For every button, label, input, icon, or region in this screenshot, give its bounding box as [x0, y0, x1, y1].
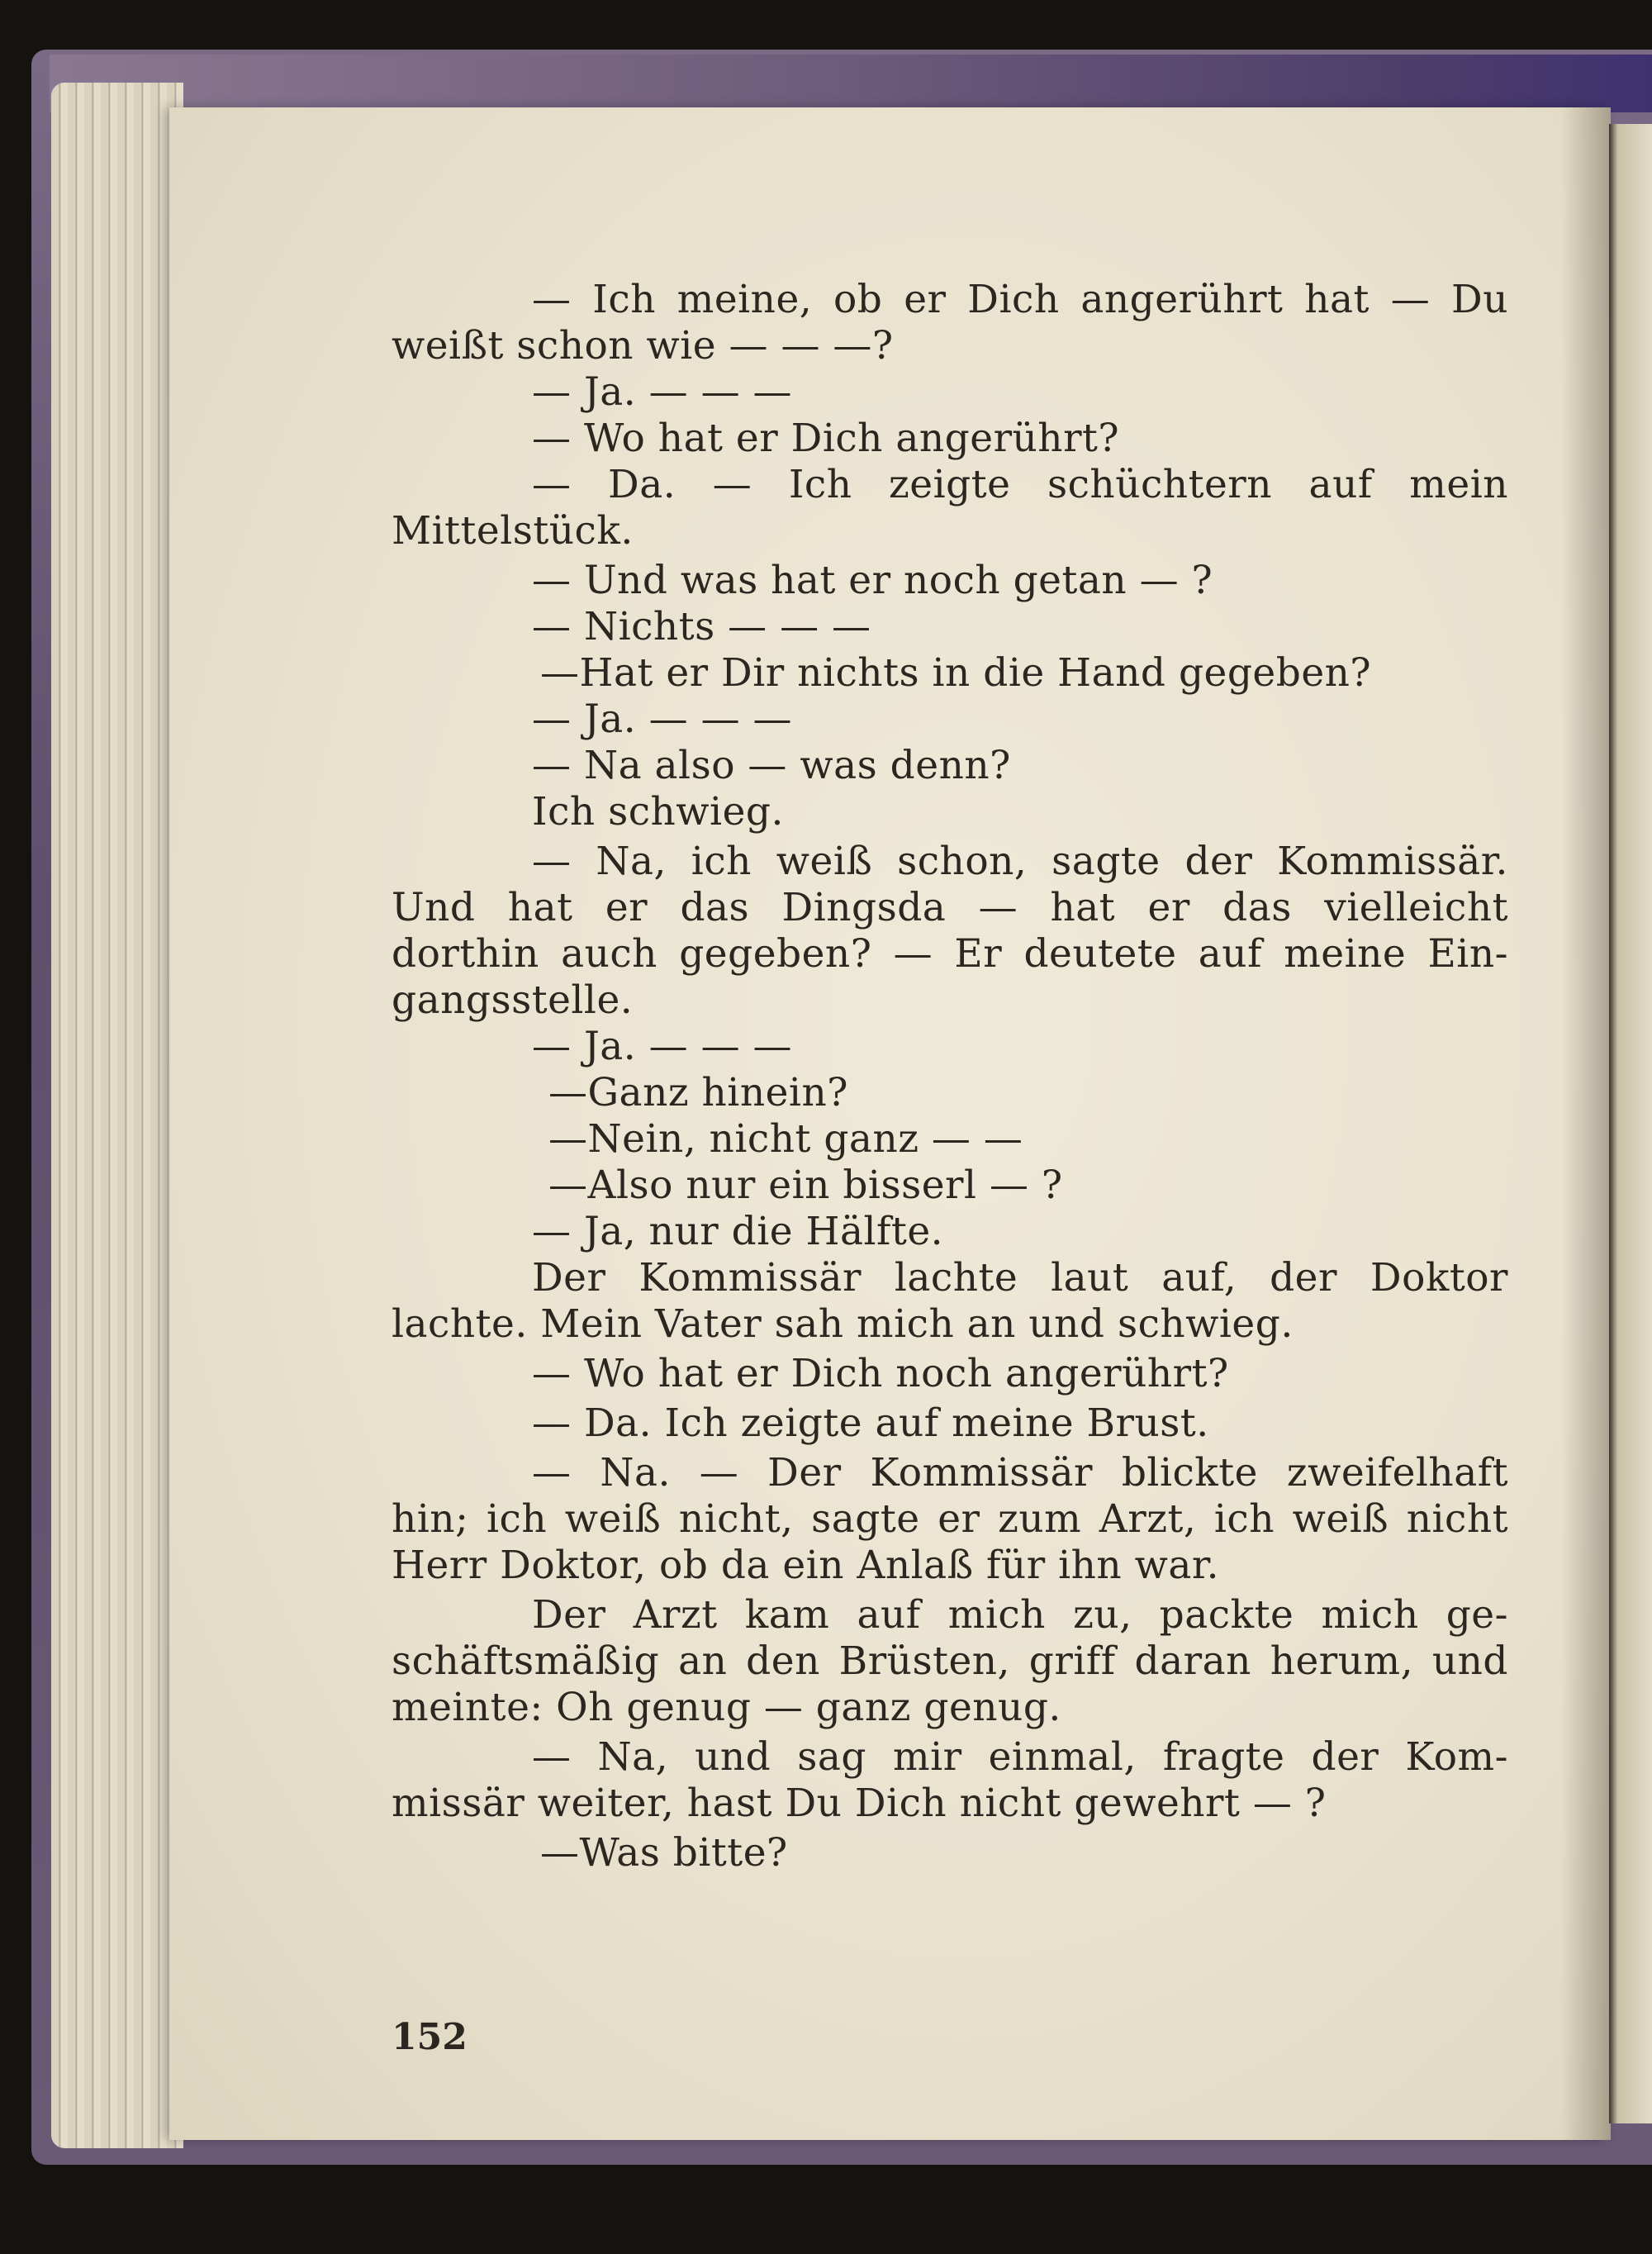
text-line: hin; ich weiß nicht, sagte er zum Arzt, ich weiß nicht	[392, 1496, 1508, 1542]
page-text	[392, 277, 1508, 1876]
text-line: — Ja. — — —	[532, 369, 793, 415]
page-number: 152	[392, 2016, 468, 2058]
cover-edge	[50, 55, 1652, 112]
text-line: — Ja. — — —	[532, 1024, 793, 1069]
text-line: schäftsmäßig an den Brüsten, griff daran herum, und	[392, 1638, 1508, 1684]
text-line: — Wo hat er Dich noch angerührt?	[532, 1351, 1229, 1396]
text-line: — Na also — was denn?	[532, 743, 1011, 788]
text-line: — Na, und sag mir einmal, fragte der Kom-	[532, 1734, 1508, 1780]
text-line: Ich schwieg.	[532, 789, 784, 835]
text-line: — Da. Ich zeigte auf meine Brust.	[532, 1400, 1209, 1446]
text-line: — Na, ich weiß schon, sagte der Kommissär.	[532, 839, 1508, 884]
text-line: — Na. — Der Kommissär blickte zweifelhaft	[532, 1450, 1508, 1496]
text-line: Und hat er das Dingsda — hat er das vielleicht	[392, 885, 1508, 930]
text-line: weißt schon wie — — —?	[392, 323, 894, 369]
text-line: — Nichts — — —	[532, 604, 871, 649]
page-edges	[51, 83, 183, 2148]
text-line: lachte. Mein Vater sah mich an und schwieg.	[392, 1301, 1294, 1347]
text-line: —Hat er Dir nichts in die Hand gegeben?	[540, 650, 1372, 696]
text-line: — Ich meine, ob er Dich angerührt hat — Du	[532, 277, 1508, 322]
text-line: — Und was hat er noch getan — ?	[532, 558, 1213, 603]
text-line: — Ja, nur die Hälfte.	[532, 1209, 944, 1254]
text-line: —Also nur ein bisserl — ?	[548, 1163, 1063, 1208]
text-line: Der Arzt kam auf mich zu, packte mich ge-	[532, 1592, 1508, 1638]
text-line: — Ja. — — —	[532, 697, 793, 742]
text-line: —Ganz hinein?	[548, 1070, 848, 1115]
text-line: missär weiter, hast Du Dich nicht gewehrt — ?	[392, 1781, 1327, 1826]
text-line: meinte: Oh genug — ganz genug.	[392, 1685, 1061, 1730]
gutter-shadow	[1561, 107, 1611, 2140]
text-line: —Was bitte?	[540, 1830, 788, 1876]
text-line: dorthin auch gegeben? — Er deutete auf meine Ein-	[392, 931, 1508, 977]
text-line: Herr Doktor, ob da ein Anlaß für ihn war.	[392, 1543, 1220, 1588]
text-line: — Wo hat er Dich angerührt?	[532, 416, 1120, 461]
text-line: — Da. — Ich zeigte schüchtern auf mein	[532, 462, 1508, 507]
text-line: Mittelstück.	[392, 508, 634, 554]
text-line: Der Kommissär lachte laut auf, der Doktor	[532, 1255, 1508, 1301]
text-line: gangsstelle.	[392, 977, 634, 1023]
text-line: —Nein, nicht ganz — —	[548, 1116, 1023, 1162]
facing-page-edge	[1609, 124, 1652, 2123]
